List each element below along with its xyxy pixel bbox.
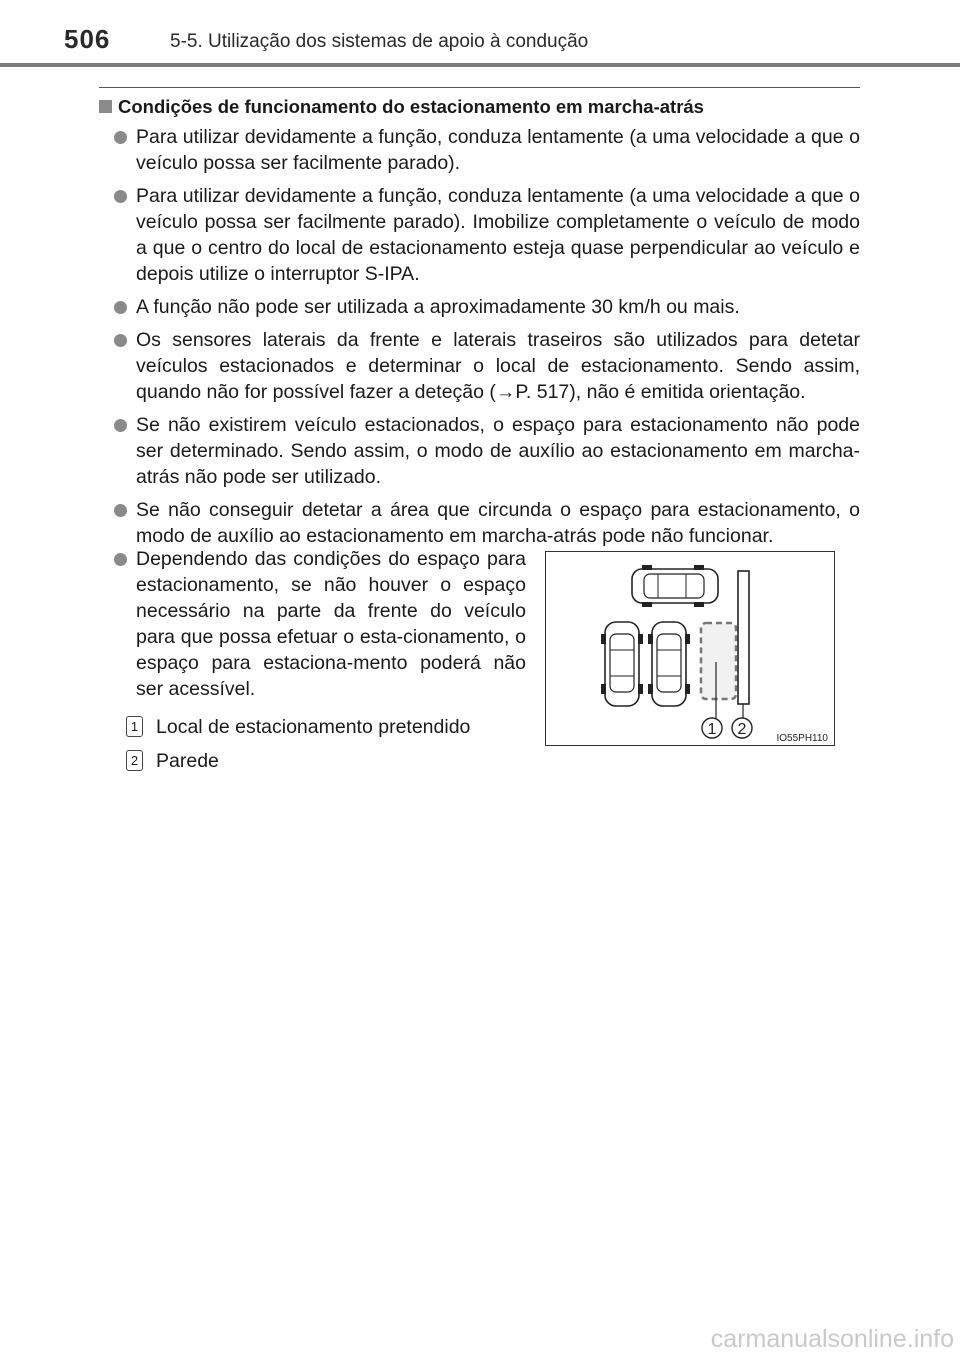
bullet-text: Se não existirem veículo estacionados, o espaço para estacionamento não pode ser determinado. Sendo assim, o modo de auxílio ao estacionamento em marcha-atrás não pode ser utilizado. [136,414,860,488]
section-heading [99,96,869,118]
bullet-dot-icon [114,301,127,314]
bullet-text: Se não conseguir detetar a área que circunda o espaço para estacionamento, o modo de auxílio ao estacionamento em marcha-atrás pode não funcionar. [136,499,860,547]
parking-illustration [545,551,835,746]
bullet-list [112,124,860,556]
parked-car-left-icon [601,622,643,706]
bullet-dot-icon [114,553,127,566]
bullet-text: Dependendo das condições do espaço para estacionamento, se não houver o espaço necessário na parte da frente do veículo para que possa efetuar o esta-cionamento, o espaço para estaciona-mento poderá não ser acessível. [136,548,526,700]
bullet-text: Para utilizar devidamente a função, conduza lentamente (a uma velocidade a que o veículo possa ser facilmente parado). [136,126,860,174]
bullet-item [112,546,526,702]
legend-number: 1 [126,716,143,737]
chapter-title: 5-5. Utilização dos sistemas de apoio à condução [170,31,589,52]
square-bullet-icon [99,100,112,113]
bullet-item [112,183,860,287]
bullet-dot-icon [114,504,127,517]
callout-2 [732,718,752,738]
bullet-text: A função não pode ser utilizada a aproximadamente 30 km/h ou mais. [136,296,740,318]
watermark: carmanualsonline.info [710,1325,954,1353]
legend-label: Local de estacionamento pretendido [156,716,471,738]
bullet-dot-icon [114,334,127,347]
legend-item [126,714,526,748]
page-header [0,0,960,70]
callout-2-label: 2 [737,721,747,738]
bullet-item [112,327,860,405]
parked-car-right-icon [648,622,690,706]
bullet-dot-icon [114,419,127,432]
parking-diagram [546,552,833,744]
bullet-item [112,412,860,490]
wall-shape [738,571,749,704]
callout-1-label: 1 [707,721,717,738]
page-number: 506 [64,24,111,54]
figure-text-column [112,546,526,782]
figure-code: IO55PH110 [776,733,828,744]
bullet-item [112,497,860,549]
legend-label: Parede [156,750,219,772]
bullet-dot-icon [114,131,127,144]
header-rule [0,63,960,67]
callout-1 [702,718,722,738]
section-heading-text: Condições de funcionamento do estacionamento em marcha-atrás [118,96,704,117]
target-parking-space [701,623,736,699]
bullet-dot-icon [114,190,127,203]
bullet-text: Para utilizar devidamente a função, conduza lentamente (a uma velocidade a que o veículo possa ser facilmente parado). Imobilize completamente o veículo de modo a que o centro do local de estacionamento esteja quase perpendicular ao veículo e depois utilize o interruptor S-IPA. [136,185,860,285]
legend-number: 2 [126,750,143,771]
section-rule [99,87,860,88]
bullet-text: Os sensores laterais da frente e laterais traseiros são utilizados para detetar veículos estacionados e determinar o local de estacionamento. Sendo assim, quando não for possível fazer a deteção (→P. 517), não é emitida orientação. [136,329,860,403]
figure-legend [112,714,526,782]
legend-item [126,748,526,782]
car-top-icon [632,565,718,607]
bullet-item [112,124,860,176]
bullet-item [112,294,860,320]
